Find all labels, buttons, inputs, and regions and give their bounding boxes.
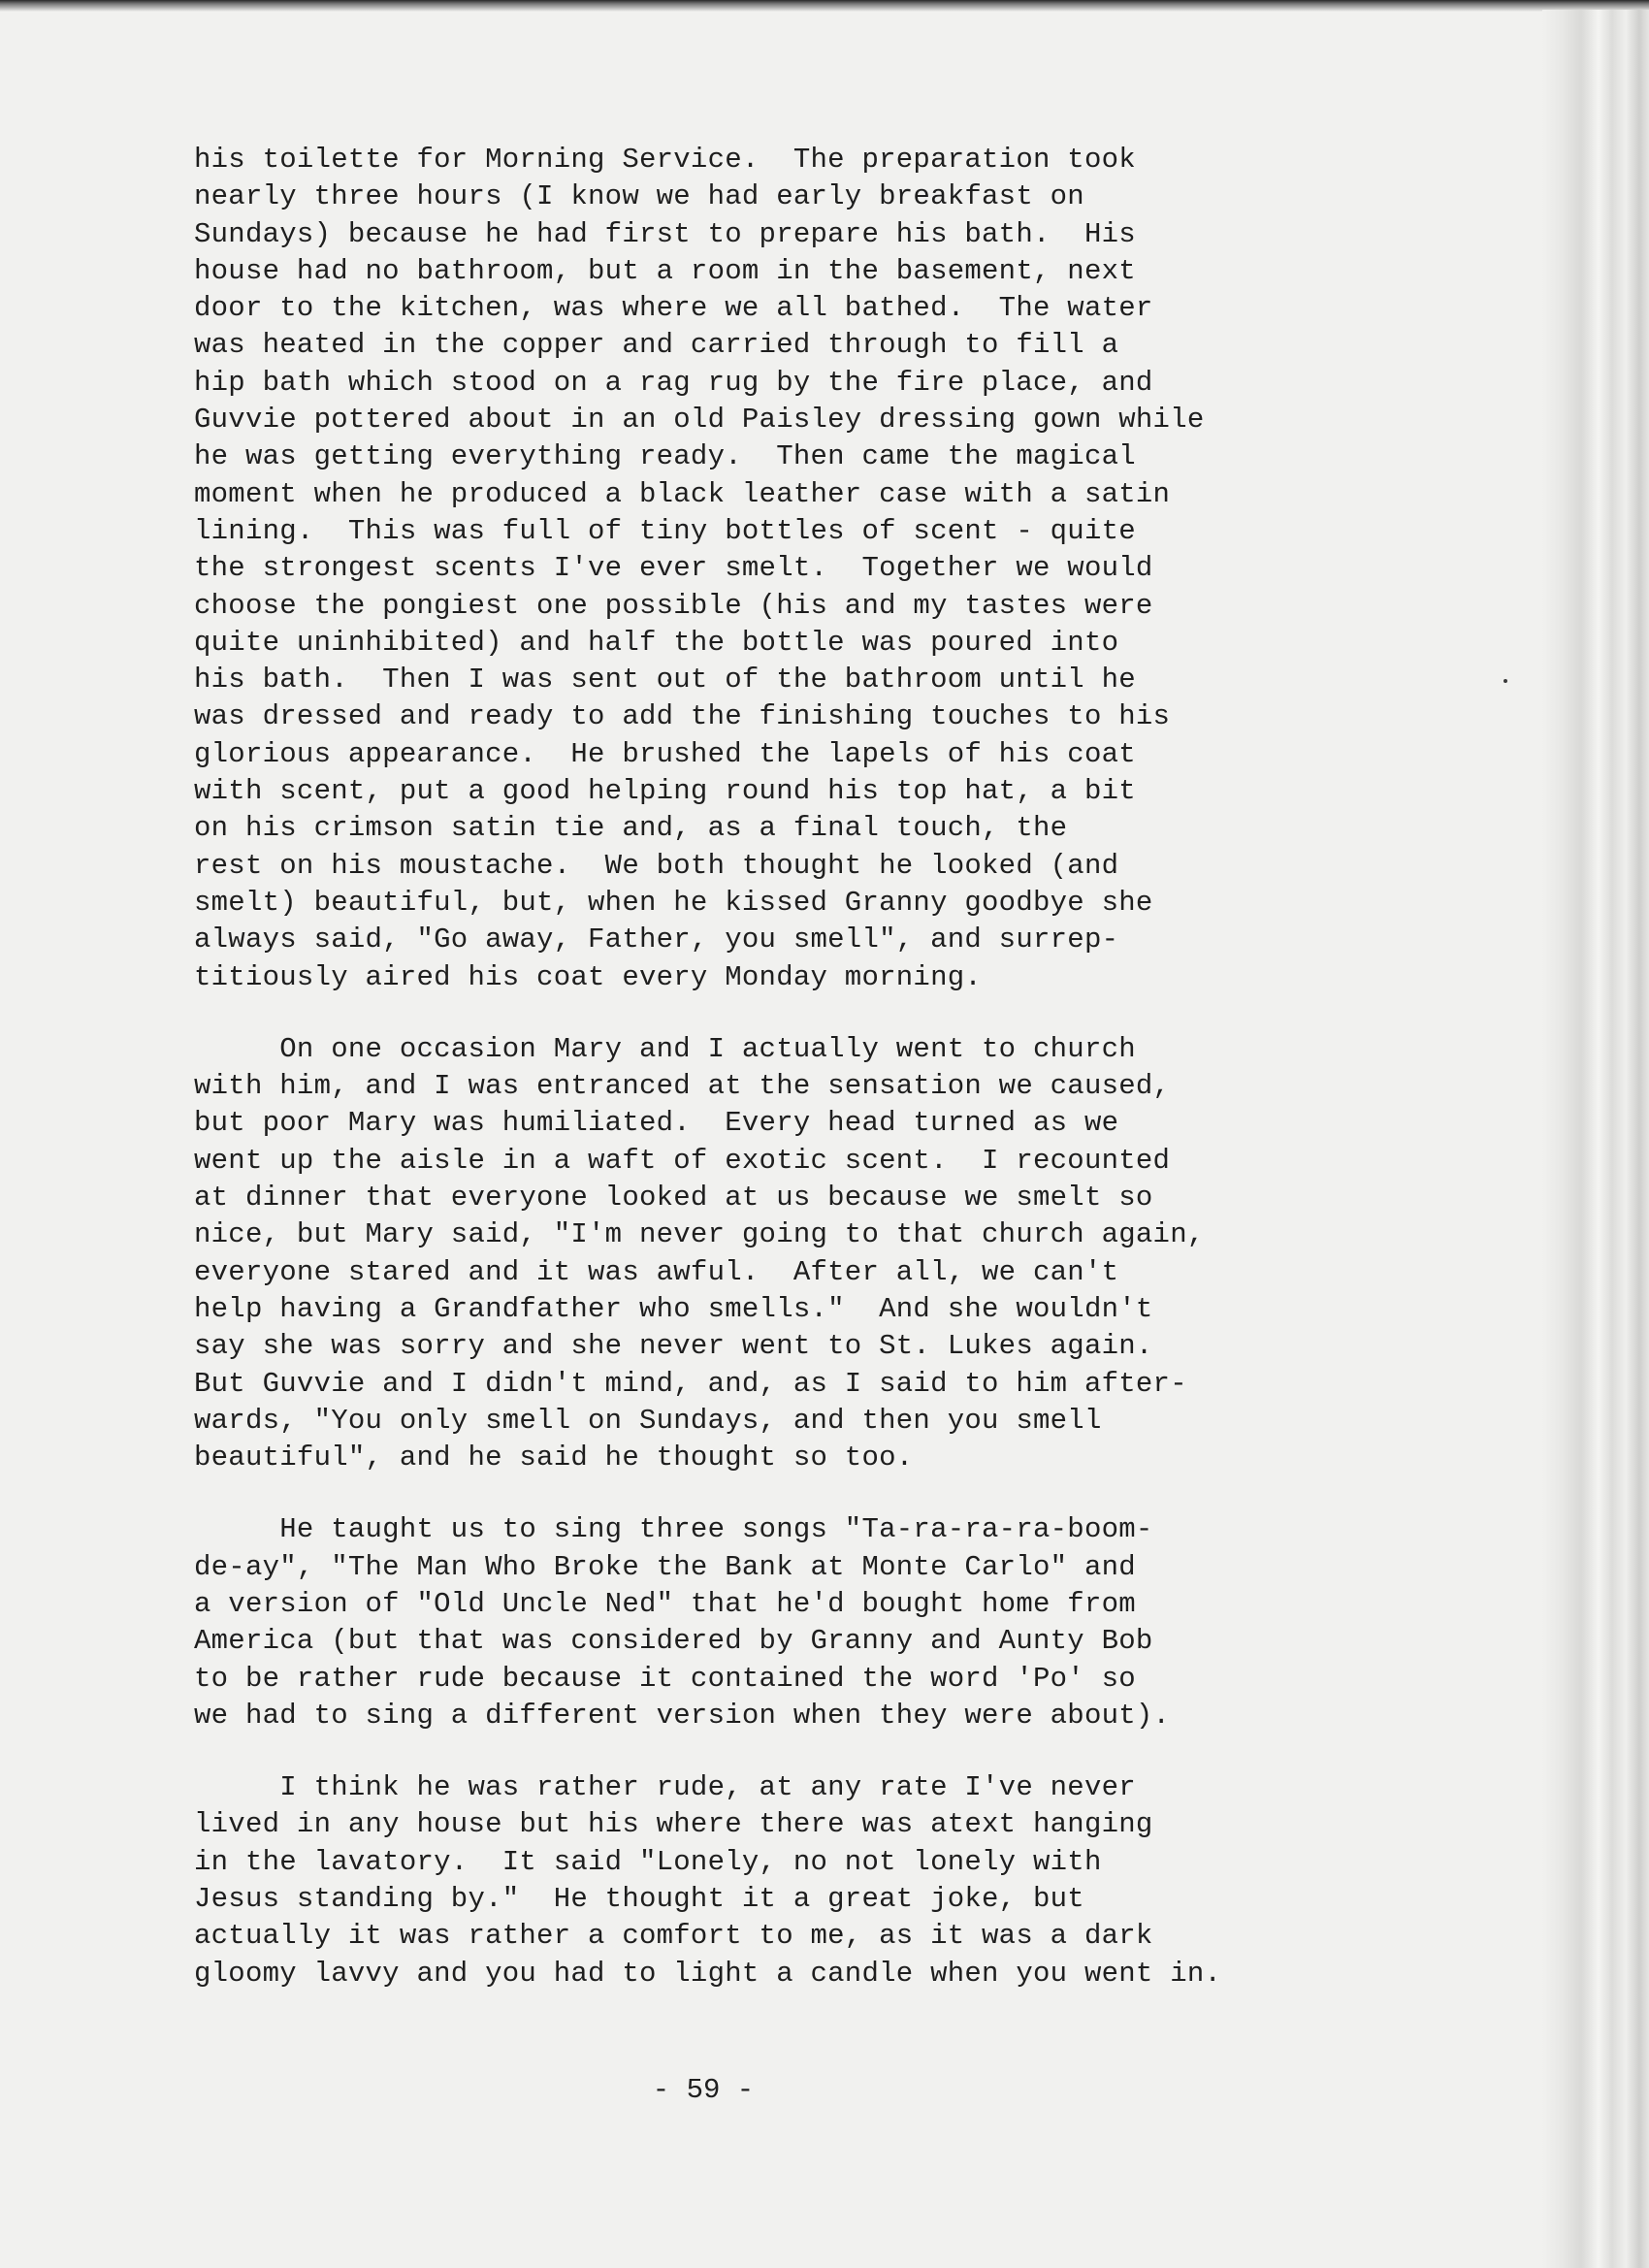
text-line: the strongest scents I've ever smelt. Together we would	[194, 552, 1153, 585]
text-line: he was getting everything ready. Then came the magical	[194, 440, 1136, 473]
paragraph-gap	[194, 1476, 1377, 1511]
text-line: rest on his moustache. We both thought he looked (and	[194, 849, 1119, 882]
text-line: gloomy lavvy and you had to light a candle when you went in.	[194, 1957, 1222, 1990]
text-line: always said, "Go away, Father, you smell", and surrep-	[194, 923, 1119, 956]
text-line: nearly three hours (I know we had early breakfast on	[194, 180, 1084, 213]
text-line: help having a Grandfather who smells." And she wouldn't	[194, 1292, 1153, 1325]
text-line: with him, and I was entranced at the sensation we caused,	[194, 1070, 1171, 1103]
text-line: beautiful", and he said he thought so too.	[194, 1442, 914, 1474]
text-line: was dressed and ready to add the finishing touches to his	[194, 700, 1171, 733]
paragraph-gap	[194, 1734, 1377, 1769]
body-text	[194, 142, 1377, 1993]
text-line: hip bath which stood on a rag rug by the fire place, and	[194, 366, 1153, 399]
text-line: America (but that was considered by Granny and Aunty Bob	[194, 1625, 1153, 1658]
text-line: in the lavatory. It said "Lonely, no not lonely with	[194, 1845, 1102, 1878]
text-line: his toilette for Morning Service. The preparation took	[194, 144, 1136, 176]
text-line: He taught us to sing three songs "Ta-ra-ra-ra-boom-	[194, 1513, 1153, 1546]
text-line: went up the aisle in a waft of exotic scent. I recounted	[194, 1144, 1171, 1177]
text-line: but poor Mary was humiliated. Every head turned as we	[194, 1107, 1119, 1140]
text-line: lived in any house but his where there was atext hanging	[194, 1808, 1153, 1841]
text-line: door to the kitchen, was where we all bathed. The water	[194, 292, 1153, 325]
page-edge-strip	[1542, 10, 1649, 2268]
text-line: quite uninhibited) and half the bottle was poured into	[194, 626, 1119, 659]
text-line: titiously aired his coat every Monday morning.	[194, 960, 983, 993]
text-line: on his crimson satin tie and, as a final touch, the	[194, 812, 1068, 845]
paragraph-1	[194, 142, 1377, 996]
text-line: Sundays) because he had first to prepare his bath. His	[194, 217, 1136, 250]
text-line: lining. This was full of tiny bottles of scent - quite	[194, 514, 1136, 547]
text-line: I think he was rather rude, at any rate I've never	[194, 1771, 1136, 1804]
paragraph-2	[194, 1031, 1377, 1477]
text-line: moment when he produced a black leather case with a satin	[194, 477, 1171, 510]
text-line: house had no bathroom, but a room in the basement, next	[194, 254, 1136, 287]
text-line: his bath. Then I was sent out of the bathroom until he	[194, 664, 1136, 697]
paragraph-3	[194, 1511, 1377, 1734]
text-line: at dinner that everyone looked at us because we smelt so	[194, 1182, 1153, 1215]
text-line: with scent, put a good helping round his top hat, a bit	[194, 775, 1136, 808]
scanner-top-shadow	[0, 0, 1649, 12]
text-line: we had to sing a different version when they were about).	[194, 1699, 1171, 1732]
text-line: choose the pongiest one possible (his and my tastes were	[194, 589, 1153, 622]
text-line: glorious appearance. He brushed the lapels of his coat	[194, 737, 1136, 770]
text-line: a version of "Old Uncle Ned" that he'd bought home from	[194, 1587, 1136, 1620]
text-line: wards, "You only smell on Sundays, and then you smell	[194, 1404, 1102, 1437]
paragraph-4	[194, 1769, 1377, 1993]
text-line: to be rather rude because it contained the word 'Po' so	[194, 1662, 1136, 1695]
text-line: nice, but Mary said, "I'm never going to that church again,	[194, 1218, 1205, 1251]
text-line: Guvvie pottered about in an old Paisley dressing gown while	[194, 404, 1205, 437]
text-line: de-ay", "The Man Who Broke the Bank at Monte Carlo" and	[194, 1550, 1136, 1583]
paragraph-gap	[194, 996, 1377, 1031]
text-line: On one occasion Mary and I actually went to church	[194, 1032, 1136, 1065]
page-number: - 59 -	[652, 2074, 755, 2106]
text-line: Jesus standing by." He thought it a great joke, but	[194, 1883, 1084, 1916]
text-line: actually it was rather a comfort to me, as it was a dark	[194, 1920, 1153, 1953]
ink-speck	[1504, 679, 1507, 683]
text-line: smelt) beautiful, but, when he kissed Granny goodbye she	[194, 886, 1153, 919]
text-line: was heated in the copper and carried through to fill a	[194, 329, 1119, 362]
text-line: everyone stared and it was awful. After all, we can't	[194, 1255, 1119, 1288]
text-line: say she was sorry and she never went to St. Lukes again.	[194, 1330, 1153, 1363]
text-line: But Guvvie and I didn't mind, and, as I said to him after-	[194, 1367, 1187, 1400]
